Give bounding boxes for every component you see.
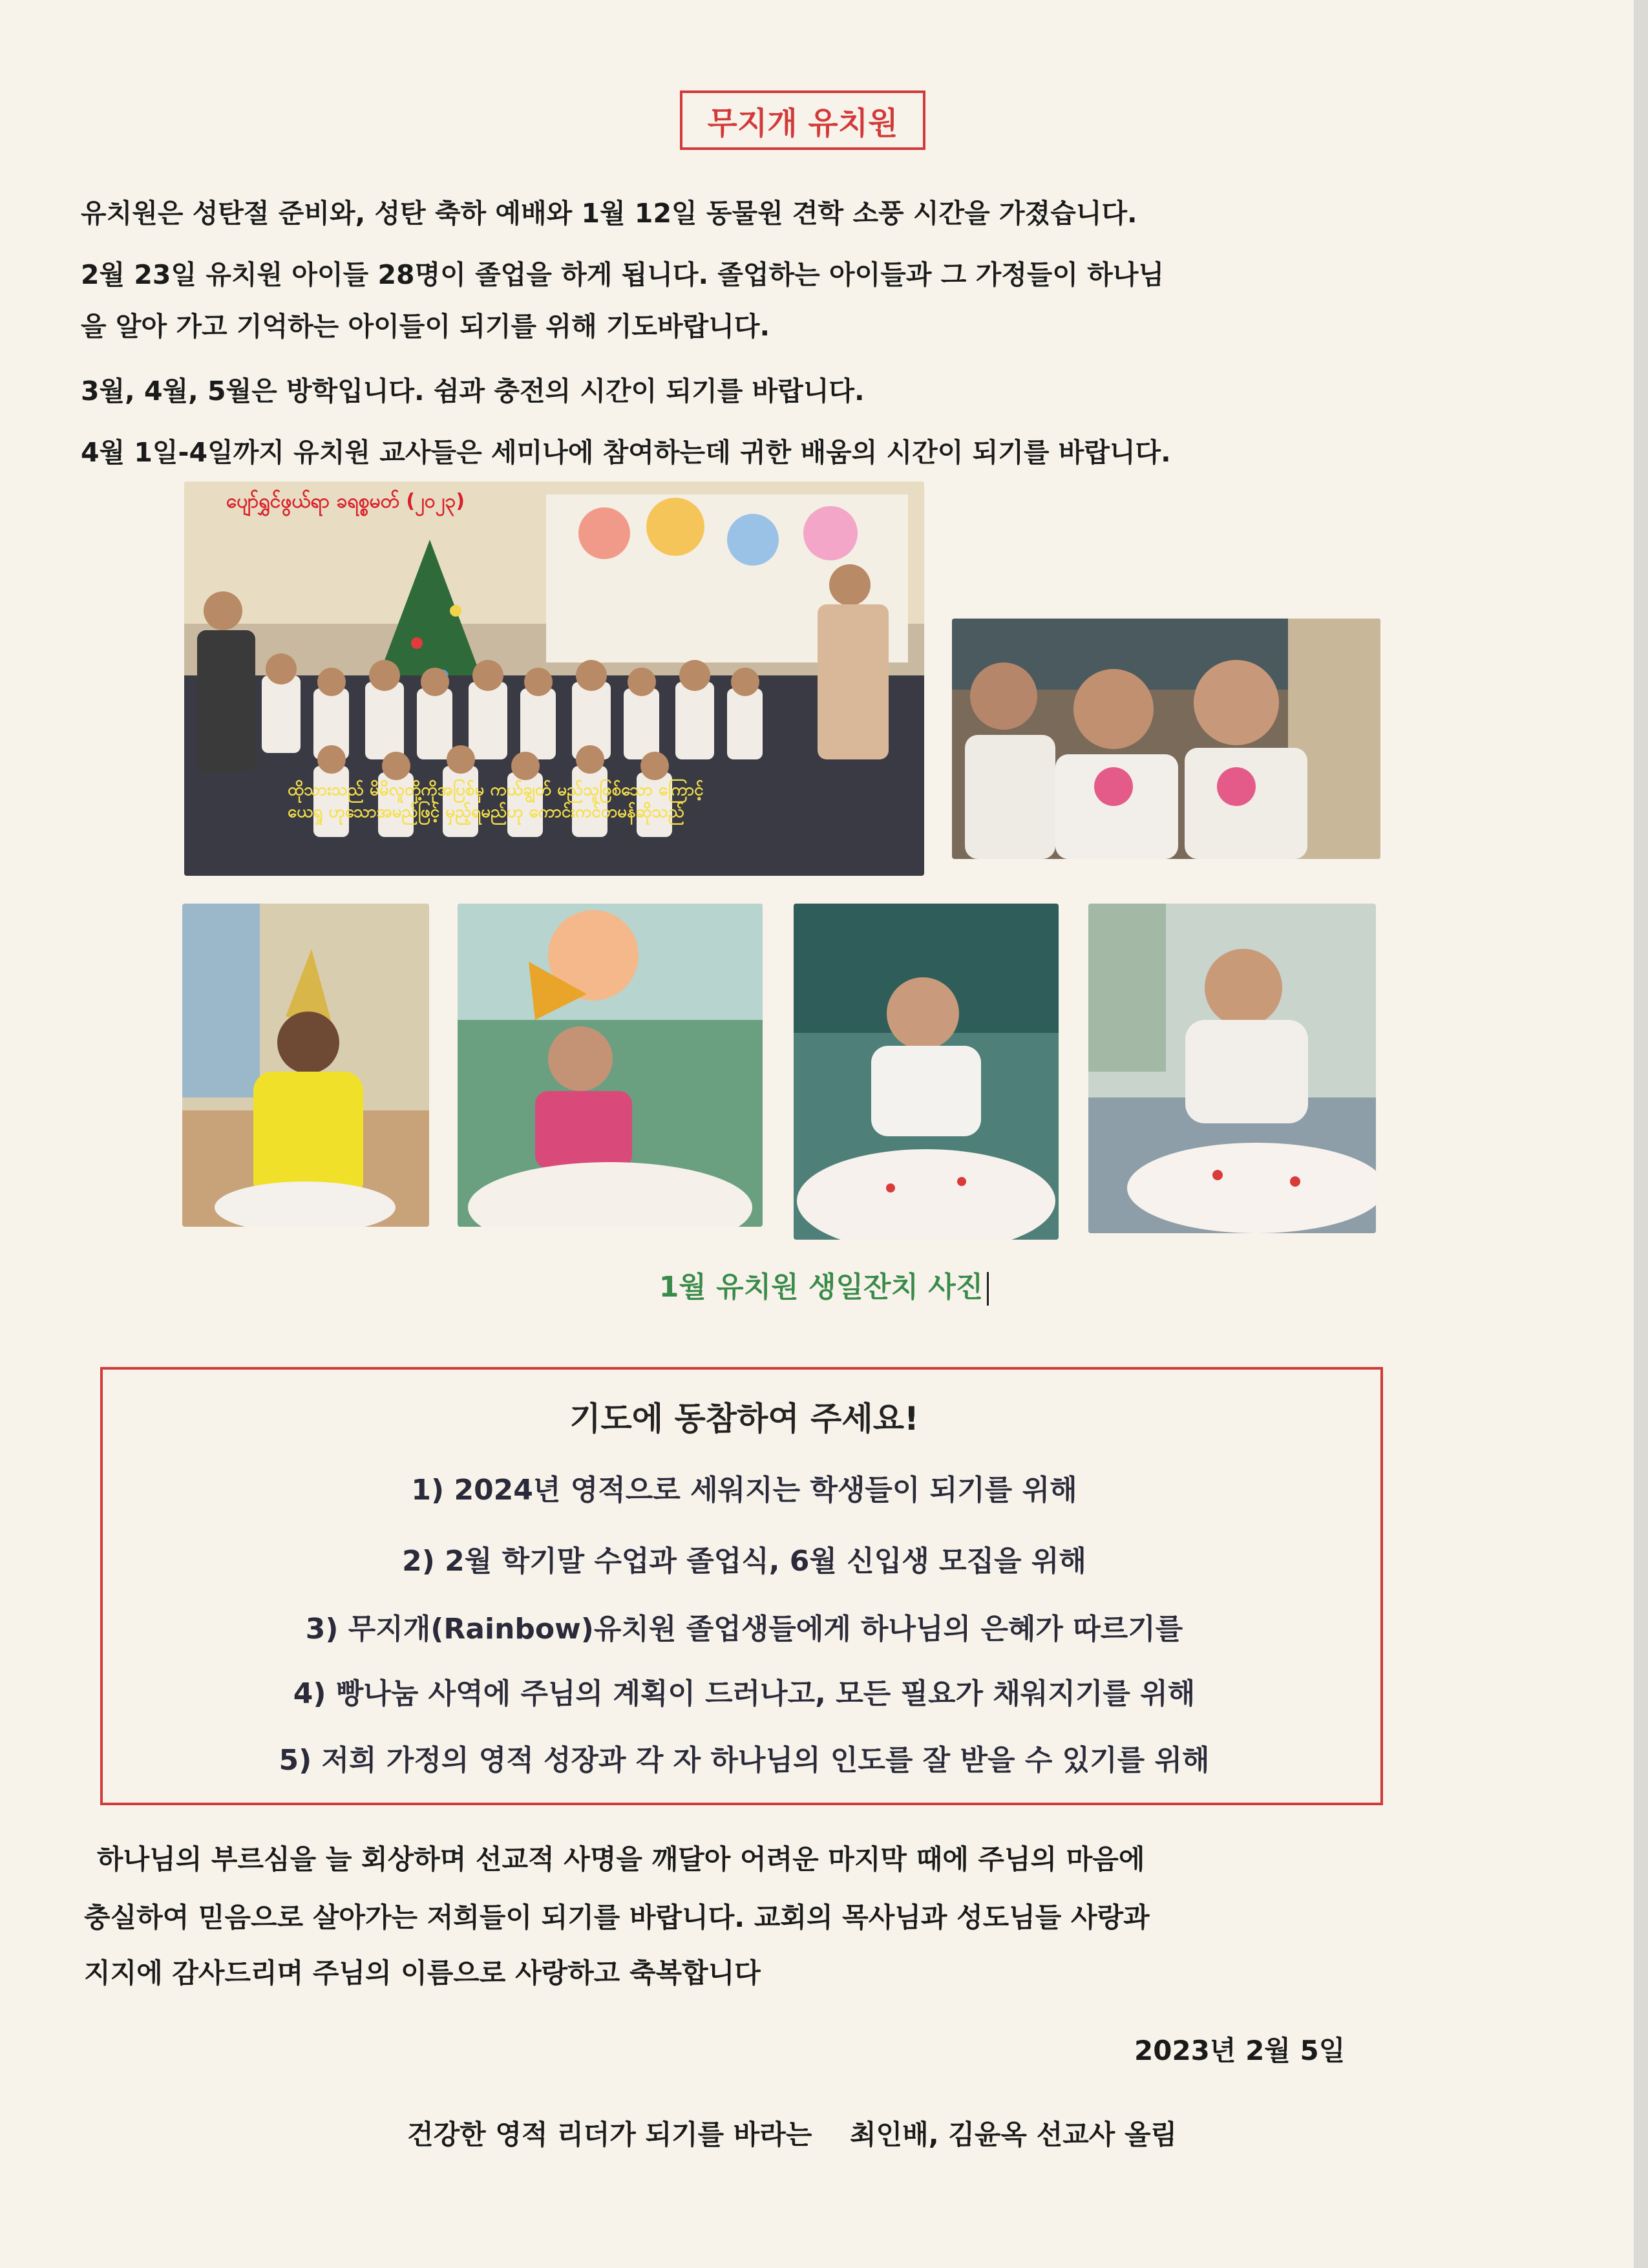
prayer-item-1: 1) 2024년 영적으로 세워지는 학생들이 되기를 위해	[411, 1474, 1077, 1507]
prayer-item-2: 2) 2월 학기말 수업과 졸업식, 6월 신입생 모집을 위해	[402, 1545, 1086, 1578]
signature: 건강한 영적 리더가 되기를 바라는 최인배, 김윤옥 선교사 올림	[407, 2119, 1178, 2150]
closing-line-3: 지지에 감사드리며 주님의 이름으로 사랑하고 축복합니다	[84, 1957, 761, 1989]
closing-line-1: 하나님의 부르심을 늘 회상하며 선교적 사명을 깨달아 어려운 마지막 때에 주님의 마음에	[97, 1843, 1145, 1875]
birthday-photo-2-image	[458, 904, 763, 1227]
birthday-photo-1	[182, 904, 429, 1227]
birthday-photo-4	[1088, 904, 1376, 1233]
children-clapping-image	[952, 619, 1380, 859]
children-clapping-photo	[952, 619, 1380, 859]
burmese-verse-line-2: ယေရှု ဟုသောအမည်ဖြင့် မှည့်ရမည်ဟု ကောင်းကင်တမန်ဆိုသည်	[288, 802, 684, 821]
birthday-photo-3	[794, 904, 1059, 1240]
burmese-verse-line-1: ထိုသားသည် မိမိလူတို့ကိုအပြစ်မှ ကယ်ချွတ် မည်သူဖြစ်သော ကြောင့်	[288, 780, 704, 800]
christmas-group-photo	[184, 482, 924, 876]
prayer-item-5: 5) 저희 가정의 영적 성장과 각 자 하나님의 인도를 잘 받을 수 있기를 위해	[279, 1744, 1210, 1777]
birthday-photo-3-image	[794, 904, 1059, 1240]
birthday-photo-2	[458, 904, 763, 1227]
photo-caption: 1월 유치원 생일잔치 사진	[0, 1264, 1648, 1306]
birthday-photo-1-image	[182, 904, 429, 1227]
birthday-photo-4-image	[1088, 904, 1376, 1233]
paragraph-2: 2월 23일 유치원 아이들 28명이 졸업을 하게 됩니다. 졸업하는 아이들과 그 가정들이 하나님	[81, 259, 1165, 290]
page-title: 무지개 유치원	[680, 90, 925, 150]
burmese-verse	[288, 779, 704, 823]
paragraph-5: 4월 1일-4일까지 유치원 교사들은 세미나에 참여하는데 귀한 배움의 시간이 되기를 바랍니다.	[81, 437, 1171, 468]
text-cursor	[987, 1272, 989, 1306]
letter-date: 2023년 2월 5일	[1134, 2035, 1346, 2066]
burmese-title: ပျော်ရွှင်ဖွယ်ရာ ခရစ္စမတ် (၂၀၂၃)	[226, 490, 465, 513]
paragraph-4: 3월, 4월, 5월은 방학입니다. 쉼과 충전의 시간이 되기를 바랍니다.	[81, 376, 865, 407]
prayer-title: 기도에 동참하여 주세요!	[569, 1400, 919, 1437]
scan-edge	[1634, 0, 1648, 2268]
paragraph-3: 을 알아 가고 기억하는 아이들이 되기를 위해 기도바랍니다.	[81, 311, 770, 342]
prayer-requests-box	[100, 1367, 1383, 1805]
prayer-item-4: 4) 빵나눔 사역에 주님의 계획이 드러나고, 모든 필요가 채워지기를 위해	[293, 1677, 1196, 1710]
prayer-item-3: 3) 무지개(Rainbow)유치원 졸업생들에게 하나님의 은혜가 따르기를	[305, 1613, 1183, 1646]
paragraph-1: 유치원은 성탄절 준비와, 성탄 축하 예배와 1월 12일 동물원 견학 소풍 시간을 가졌습니다.	[81, 198, 1137, 229]
closing-line-2: 충실하여 믿음으로 살아가는 저희들이 되기를 바랍니다. 교회의 목사님과 성도님들 사랑과	[84, 1902, 1150, 1933]
